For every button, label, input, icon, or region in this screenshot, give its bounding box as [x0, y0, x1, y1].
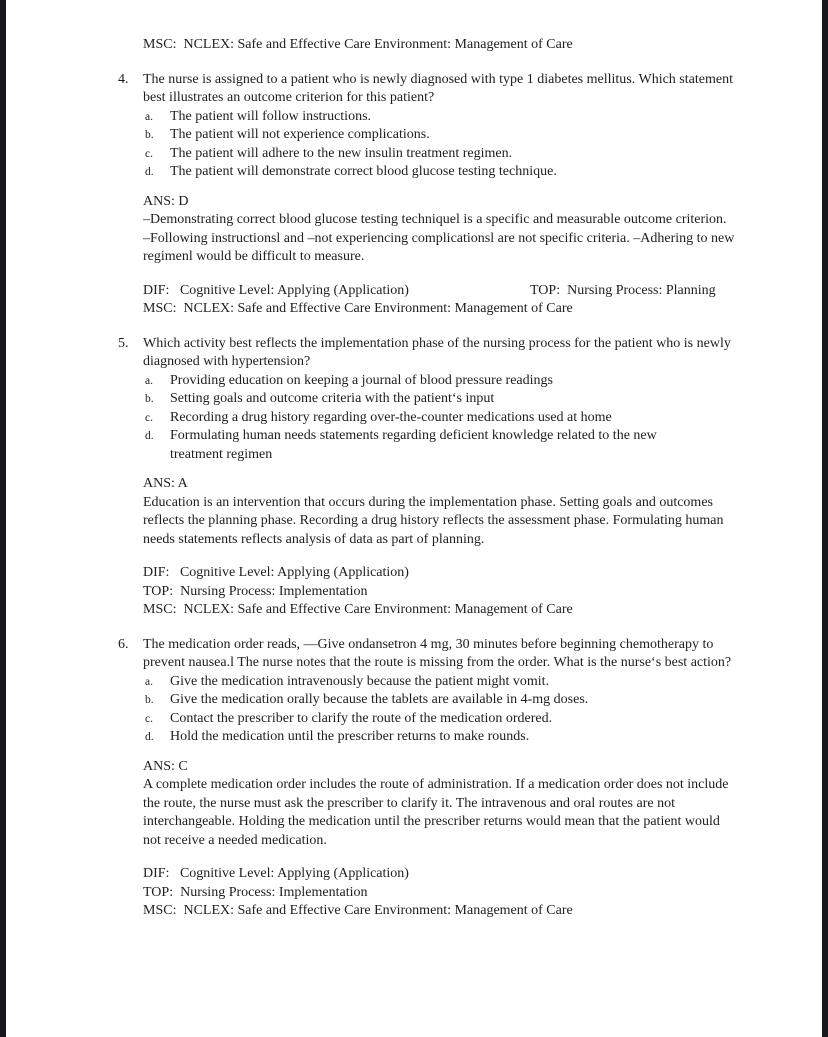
option-text: Give the medication intravenously because the patient might vomit. — [170, 673, 550, 689]
question-6-option-a — [145, 673, 758, 692]
option-letter: c. — [145, 411, 153, 424]
question-5-option-d — [145, 427, 758, 464]
question-4-stem: The nurse is assigned to a patient who is newly diagnosed with type 1 diabetes mellitus. Which statement best illustrates an outcome criterion for this patient? — [143, 71, 733, 105]
question-4-block — [118, 71, 758, 319]
option-text: The patient will adhere to the new insulin treatment regimen. — [170, 145, 513, 161]
option-letter: d. — [145, 166, 154, 178]
option-text: Recording a drug history regarding over-the-counter medications used at home — [170, 409, 612, 425]
question-5-meta — [143, 564, 758, 620]
question-5-number: 5. — [118, 335, 129, 351]
question-5-option-a — [145, 372, 758, 391]
option-letter: b. — [145, 393, 154, 405]
option-text: The patient will not experience complications. — [170, 127, 430, 142]
msc-line: MSC: NCLEX: Safe and Effective Care Environment: Management of Care — [143, 903, 573, 918]
option-text: Contact the prescriber to clarify the route of the medication ordered. — [170, 710, 553, 726]
msc-line: MSC: NCLEX: Safe and Effective Care Environment: Management of Care — [143, 602, 573, 617]
question-4-option-b — [145, 126, 758, 145]
option-text: The patient will follow instructions. — [170, 108, 372, 124]
question-6-number: 6. — [118, 636, 129, 652]
rationale-text: Education is an intervention that occurs during the implementation phase. Setting goals and outcomes reflects the planning phase. Recording a drug history reflects the assessment phase. Formulating human needs statements reflects analysis of data as part of planning. — [143, 494, 724, 547]
option-text: Give the medication orally because the tablets are available in 4-mg doses. — [170, 692, 589, 707]
dif-line: DIF: Cognitive Level: Applying (Application) — [143, 866, 409, 881]
question-4-option-d — [145, 163, 758, 182]
question-6-option-c — [145, 710, 758, 729]
question-5-answer-block — [143, 475, 758, 549]
question-6-answer-block — [143, 758, 758, 851]
question-6-option-d — [145, 728, 758, 747]
question-5-option-b — [145, 390, 758, 409]
top-line: TOP: Nursing Process: Implementation — [143, 583, 368, 599]
option-letter: a. — [145, 374, 153, 387]
top-line: TOP: Nursing Process: Implementation — [143, 884, 368, 900]
msc-line: MSC: NCLEX: Safe and Effective Care Environment: Management of Care — [143, 301, 573, 316]
option-letter: c. — [145, 712, 153, 725]
question-4-meta — [143, 282, 758, 319]
question-5-stem: Which activity best reflects the implementation phase of the nursing process for the patient who is newly diagnosed with hypertension? — [143, 335, 731, 369]
page-left-edge — [0, 0, 6, 1037]
option-letter: b. — [145, 694, 154, 706]
question-4-number: 4. — [118, 71, 129, 87]
option-text: Hold the medication until the prescriber returns to make rounds. — [170, 729, 530, 744]
rationale-text: A complete medication order includes the route of administration. If a medication order does not include the route, the nurse must ask the prescriber to clarify it. The intravenous and oral routes are not interchangeable. Holding the medication until the prescriber returns would mean that the patient would not receive a needed medication. — [143, 777, 729, 848]
dif-line: DIF: Cognitive Level: Applying (Application) — [143, 282, 409, 298]
option-letter: d. — [145, 430, 154, 442]
question-6-block — [118, 636, 758, 921]
question-5-option-c — [145, 409, 758, 428]
question-6-stem: The medication order reads, —Give ondansetron 4 mg, 30 minutes before beginning chemotherapy to prevent nausea.l The nurse notes that the route is missing from the order. What is the nurse‘s best action? — [143, 636, 732, 670]
option-letter: a. — [145, 110, 153, 123]
page-right-edge — [822, 0, 828, 1037]
question-6-option-b — [145, 691, 758, 710]
question-6-meta — [143, 865, 758, 921]
document-content — [118, 36, 758, 921]
rationale-text: –Demonstrating correct blood glucose testing techniquel is a specific and measurable outcome criterion. –Following instructionsl and –not experiencing complicationsl are not specific criteria. –Adhering to new regimenl would be difficult to measure. — [143, 212, 735, 264]
top-line: TOP: Nursing Process: Planning — [530, 282, 716, 298]
question-4-answer-block — [143, 193, 758, 267]
option-text: Formulating human needs statements regarding deficient knowledge related to the new treatment regimen — [170, 428, 657, 462]
question-4-option-c — [145, 145, 758, 164]
option-letter: b. — [145, 129, 154, 141]
option-text: Setting goals and outcome criteria with the patient‘s input — [170, 391, 495, 406]
dif-line: DIF: Cognitive Level: Applying (Application) — [143, 565, 409, 580]
option-text: Providing education on keeping a journal of blood pressure readings — [170, 372, 553, 388]
answer-line: ANS: D — [143, 193, 189, 209]
question-4-option-a — [145, 108, 758, 127]
answer-line: ANS: A — [143, 476, 188, 491]
option-letter: c. — [145, 147, 153, 160]
option-letter: d. — [145, 731, 154, 743]
msc-header-line: MSC: NCLEX: Safe and Effective Care Environment: Management of Care — [143, 37, 573, 52]
answer-line: ANS: C — [143, 758, 188, 774]
question-5-block — [118, 335, 758, 620]
option-letter: a. — [145, 675, 153, 688]
option-text: The patient will demonstrate correct blood glucose testing technique. — [170, 164, 557, 179]
